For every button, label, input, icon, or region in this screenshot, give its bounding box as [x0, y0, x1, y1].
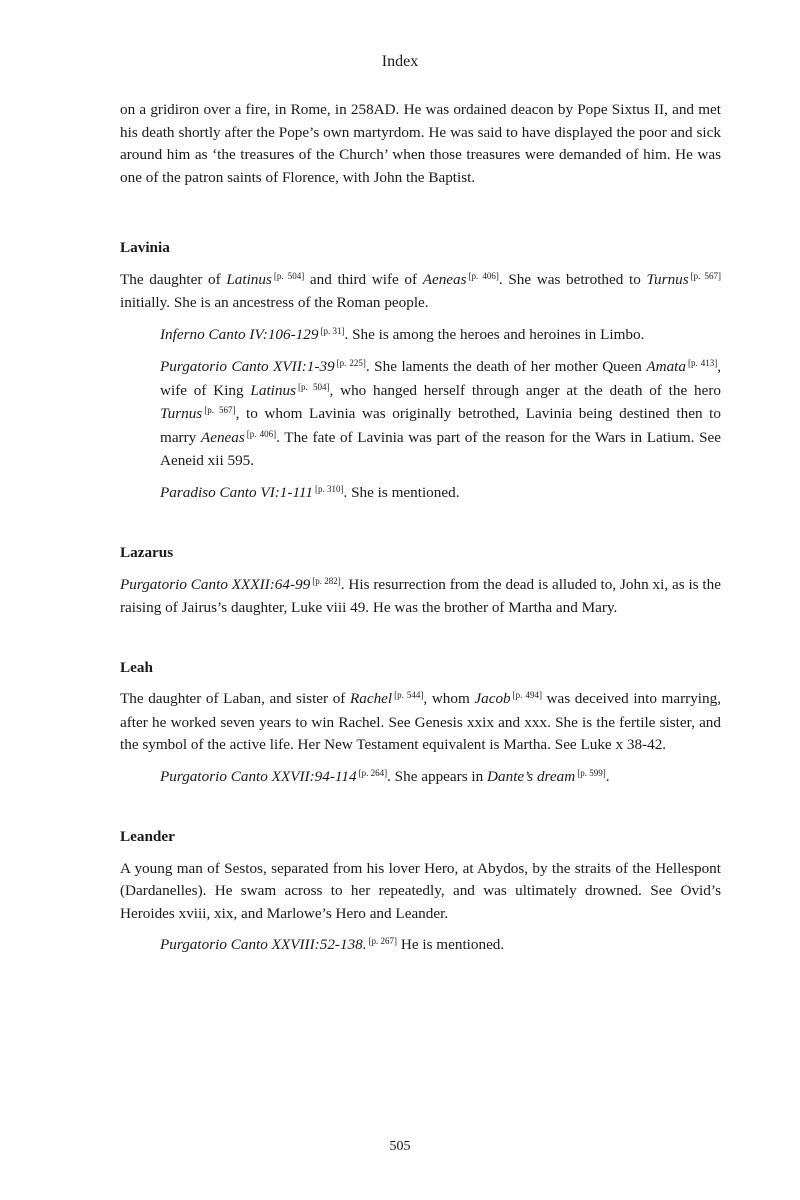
page-note: [p. 264]	[358, 767, 388, 778]
canto-reference: Paradiso Canto VI:1-111 [p. 310]. She is mentioned.	[160, 483, 460, 501]
page-note: [p. 282]	[312, 575, 341, 586]
entry-description: The daughter of Latinus [p. 504] and third wife of Aeneas [p. 406]. She was betrothed to Turnus [p. 567] initially. She is an ancestress of the Roman people.	[120, 270, 722, 311]
link-jacob[interactable]: Jacob	[474, 690, 511, 707]
entry-title: Leah	[120, 658, 153, 676]
entry-title: Leander	[120, 828, 175, 845]
page-body	[120, 99, 721, 958]
page-note: [p. 544]	[394, 690, 424, 700]
link-latinus[interactable]: Latinus	[250, 381, 296, 399]
entry-description: A young man of Sestos, separated from his lover Hero, at Abydos, by the straits of the Hellespont (Dardanelles). He swam across to her repeatedly, and was ultimately drowned. See Ovid’s Heroides xviii, xix, and Marlowe’s Hero and Leander.	[120, 859, 721, 922]
link-turnus[interactable]: Turnus	[160, 405, 203, 422]
intro-paragraph: on a gridiron over a fire, in Rome, in 258AD. He was ordained deacon by Pope Sixtus II, and met his death shortly after the Pope’s own martyrdom. He was said to have displayed the poor and sick around him as ‘the treasures of the Church’ when those treasures were demanded of him. He was one of the patron saints of Florence, with John the Baptist.	[120, 101, 721, 186]
entry-leander	[120, 826, 721, 958]
canto-reference: Purgatorio Canto XXXII:64-99 [p. 282]. His resurrection from the dead is alluded to, John xi, as is the raising of Jairus’s daughter, Luke viii 49. He was the brother of Martha and Mary.	[120, 575, 721, 616]
page-note: [p. 406]	[246, 428, 277, 439]
page-number: 505	[389, 1139, 411, 1154]
page-note: [p. 494]	[512, 690, 542, 700]
entry-leah	[120, 657, 721, 790]
canto-reference: Purgatorio Canto XVII:1-39 [p. 225]. She laments the death of her mother Queen Amata [p. 413], wife of King Latinus [p. 504], who hanged herself through anger at the death of the hero Turnus [p. 567], to whom Lavinia was originally betrothed, Lavinia being destined then to marry Aeneas [p. 406]. The fate of Lavinia was part of the reason for the Wars in Latium. See Aeneid xii 595.	[160, 358, 721, 469]
page-note: [p. 413]	[688, 358, 718, 368]
link-purgatorio-xxvii[interactable]: Purgatorio Canto XXVII:94-114	[160, 767, 357, 785]
link-aeneas[interactable]: Aeneas	[422, 270, 467, 288]
link-rachel[interactable]: Rachel	[349, 690, 393, 707]
canto-reference: Inferno Canto IV:106-129 [p. 31]. She is among the heroes and heroines in Limbo.	[160, 325, 645, 343]
link-purgatorio-xvii[interactable]: Purgatorio Canto XVII:1-39	[160, 358, 335, 375]
entry-lavinia	[120, 237, 721, 505]
entry-lazarus	[120, 542, 721, 620]
page-note: [p. 406]	[468, 270, 499, 281]
page-note: [p. 567]	[690, 270, 722, 281]
page-note: [p. 267]	[368, 936, 398, 946]
canto-reference: Purgatorio Canto XXVIII:52-138. [p. 267] He is mentioned.	[160, 936, 505, 953]
link-latinus[interactable]: Latinus	[226, 270, 272, 288]
link-turnus[interactable]: Turnus	[646, 270, 689, 288]
link-aeneas[interactable]: Aeneas	[200, 428, 245, 446]
page-note: [p. 504]	[298, 381, 330, 392]
link-inferno-iv[interactable]: Inferno Canto IV:106-129	[160, 325, 319, 343]
page-note: [p. 225]	[336, 358, 366, 368]
link-dantes-dream[interactable]: Dante’s dream	[487, 767, 576, 785]
link-paradiso-vi[interactable]: Paradiso Canto VI:1-111	[160, 483, 313, 501]
link-amata[interactable]: Amata	[646, 358, 686, 375]
running-header: Index	[381, 53, 419, 70]
page-note: [p. 504]	[273, 270, 305, 281]
entry-description: The daughter of Laban, and sister of Rachel [p. 544], whom Jacob [p. 494] was deceived into marrying, after he worked seven years to win Rachel. See Genesis xxix and xxx. She is the fertile sister, and the symbol of the active life. Her New Testament equivalent is Martha. See Luke x 38-42.	[120, 690, 722, 753]
link-purgatorio-xxxii[interactable]: Purgatorio Canto XXXII:64-99	[120, 575, 311, 593]
page-note: [p. 599]	[577, 767, 606, 778]
page-note: [p. 310]	[315, 483, 344, 494]
canto-reference: Purgatorio Canto XXVII:94-114 [p. 264]. She appears in Dante’s dream [p. 599].	[160, 767, 610, 785]
entry-title: Lazarus	[120, 544, 174, 561]
page-note: [p. 31]	[320, 325, 345, 336]
link-purgatorio-xxviii[interactable]: Purgatorio Canto XXVIII:52-138.	[160, 936, 367, 953]
entry-title: Lavinia	[120, 239, 170, 256]
page-note: [p. 567]	[204, 405, 236, 415]
